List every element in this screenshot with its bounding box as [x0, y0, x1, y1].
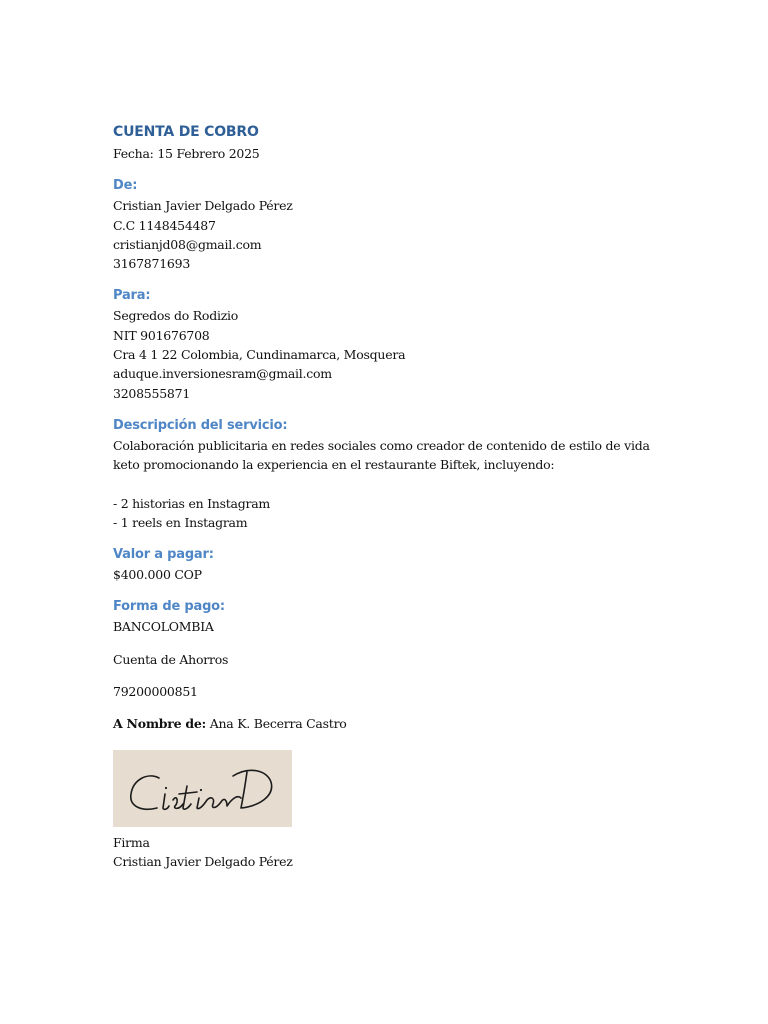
from-email: cristianjd08@gmail.com [113, 236, 262, 252]
signer-name: Cristian Javier Delgado Pérez [113, 853, 293, 869]
from-phone: 3167871693 [113, 256, 191, 272]
service-description: Colaboración publicitaria en redes sociales como creador de contenido de estilo de vida keto promocionando la experiencia en el restaurante Biftek, incluyendo: [113, 437, 650, 473]
payment-heading: Forma de pago: [113, 599, 225, 615]
service-item: - 2 historias en Instagram [113, 495, 271, 511]
to-nit: NIT 901676708 [113, 327, 210, 343]
document-title: CUENTA DE COBRO [113, 124, 259, 140]
service-item: - 1 reels en Instagram [113, 514, 248, 530]
invoice-document [113, 124, 673, 871]
bank-name: BANCOLOMBIA [113, 619, 214, 635]
to-phone: 3208555871 [113, 385, 191, 401]
account-holder [113, 714, 673, 733]
amount-value: $400.000 COP [113, 567, 202, 583]
service-heading: Descripción del servicio: [113, 417, 288, 433]
account-type: Cuenta de Ahorros [113, 651, 229, 667]
to-email: aduque.inversionesram@gmail.com [113, 366, 332, 382]
signature-label: Firma [113, 834, 150, 850]
signature-image [113, 750, 292, 827]
account-number: 79200000851 [113, 684, 198, 700]
to-address: Cra 4 1 22 Colombia, Cundinamarca, Mosquera [113, 347, 406, 363]
account-holder-name: Ana K. Becerra Castro [209, 716, 347, 732]
amount-heading: Valor a pagar: [113, 547, 214, 563]
to-heading: Para: [113, 288, 151, 304]
from-id: C.C 1148454487 [113, 217, 216, 233]
from-name: Cristian Javier Delgado Pérez [113, 198, 293, 214]
date-line: Fecha: 15 Febrero 2025 [113, 146, 260, 161]
from-heading: De: [113, 178, 138, 194]
account-holder-label: A Nombre de: [113, 716, 206, 732]
to-name: Segredos do Rodizio [113, 308, 239, 324]
